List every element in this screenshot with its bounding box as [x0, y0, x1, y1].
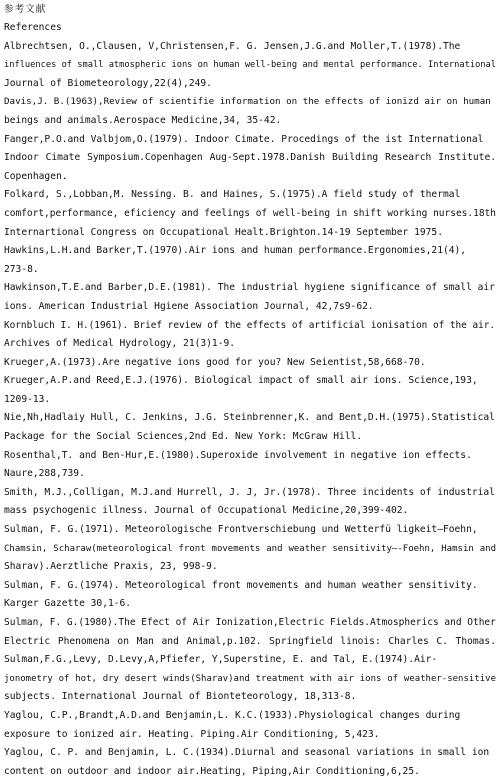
- reference-line: 273-8.: [4, 263, 39, 275]
- reference-line: Sulman, F. G.(1974). Meteorological front movements and human weather sensitivity.: [4, 579, 478, 591]
- reference-line: Folkard, S.,Lobban,M. Nessing. B. and Haines, S.(1975).A field study of thermal: [4, 189, 461, 201]
- reference-line: mass psychogenic illness. Journal of Occupational Medicine,20,399-402.: [4, 505, 409, 517]
- reference-line: Krueger,A.(1973).Are negative ions good for you? New Seientist,58,668-70.: [4, 356, 426, 368]
- reference-line: Hawkinson,T.E.and Barber,D.E.(1981). The industrial hygiene significance of small air: [4, 282, 495, 294]
- reference-list: [4, 19, 496, 781]
- reference-line: Albrechtsen, O.,Clausen, V,Christensen,F. G. Jensen,J.G.and Moller,T.(1978).The: [4, 40, 461, 52]
- reference-line: Sulman, F. G.(1971). Meteorologische Frontverschiebung und Wetterfü ligkeit—Foehn,: [4, 524, 478, 536]
- reference-line: influences of small atmospheric ions on human well-being and mental performance. International: [4, 60, 496, 71]
- reference-line: Smith, M.J.,Colligan, M.J.and Hurrell, J. J, Jr.(1978). Three incidents of industrial: [4, 486, 495, 498]
- reference-line: ions. American Industrial Hgiene Association Journal, 42,7s9-62.: [4, 300, 374, 312]
- reference-line: 1209-13.: [4, 393, 51, 405]
- reference-line: Kornbluch I. H.(1961). Brief review of the effects of artificial ionisation of the air.: [4, 319, 496, 331]
- reference-line: comfort,performance, eficiency and feelings of well-being in shift working nurses.18th: [4, 207, 496, 219]
- reference-line: Sharav).Aerztliche Praxis, 23, 998-9.: [4, 561, 218, 573]
- references-heading: References: [4, 22, 62, 33]
- reference-line: Yaglou, C.P.,Brandt,A.D.and Benjamin,L. K.C.(1933).Physiological changes during: [4, 709, 461, 721]
- reference-line: subjects. International Journal of Bionteteorology, 18,313-8.: [4, 691, 357, 703]
- reference-line: Journal of Biometeorology,22(4),249.: [4, 77, 212, 89]
- reference-line: exposure to ionized air. Heating. Piping.Air Conditioning, 5,423.: [4, 728, 380, 740]
- reference-line: Davis,J. B.(1963),Review of scientifie information on the effects of ionizd air on human: [4, 96, 491, 108]
- reference-line: Nie,Nh,Hadlaiy Hull, C. Jenkins, J.G. Steinbrenner,K. and Bent,D.H.(1975).Statistical: [4, 412, 495, 424]
- reference-line: Hawkins,L.H.and Barker,T.(1970).Air ions and human performance.Ergonomies,21(4),: [4, 245, 467, 257]
- reference-line: Chamsin, Scharaw(meteorological front movements and weather sensitivity—-Foehn, Hamsin and: [4, 543, 496, 554]
- reference-line: Electric Phenomena on Man and Animal,p.102. Springfield linois: Charles C. Thomas.: [4, 635, 496, 647]
- reference-line: Rosenthal,T. and Ben-Hur,E.(1980).Superoxide involvement in negative ion effects.: [4, 449, 472, 461]
- reference-line: beings and animals.Aerospace Medicine,34, 35-42.: [4, 114, 282, 126]
- reference-line: Sulman, F. G.(1980).The Efect of Air Ionization,Electric Fields.Atmospherics and Other: [4, 617, 496, 628]
- reference-line: Karger Gazette 30,1-6.: [4, 598, 132, 610]
- reference-line: Package for the Social Sciences,2nd Ed. New York: McGraw Hill.: [4, 431, 363, 443]
- reference-line: content on outdoor and indoor air.Heating, Piping,Air Conditioning,6,25.: [4, 765, 420, 777]
- section-title: 参考文献: [4, 4, 47, 15]
- reference-line: Indoor Cimate Symposium.Copenhagen Aug-Sept.1978.Danish Building Research Institute.: [4, 152, 496, 164]
- reference-line: Archives of Medical Hydrology, 21(3)1-9.: [4, 338, 236, 350]
- reference-line: Krueger,A.P.and Reed,E.J.(1976). Biological impact of small air ions. Science,193,: [4, 375, 478, 387]
- reference-line: Naure,288,739.: [4, 468, 85, 480]
- reference-line: Fanger,P.O.and Valbjom,O.(1979). Indoor Cimate. Procedings of the ist International: [4, 133, 484, 145]
- reference-line: jonometry of hot, dry desert winds(Sharav)and treatment with air ions of weather-sensitive: [4, 673, 496, 684]
- reference-line: Internartional Congress on Occupational Healt.Brighton.14-19 September 1975.: [4, 226, 443, 238]
- reference-line: Sulman,F.G.,Levy, D.Levy,A,Pfiefer, Y,Superstine, E. and Tal, E.(1974).Air-: [4, 654, 438, 666]
- reference-line: Copenhagen.: [4, 170, 68, 182]
- reference-line: Yaglou, C. P. and Benjamin, L. C.(1934).Diurnal and seasonal variations in small ion: [4, 747, 490, 759]
